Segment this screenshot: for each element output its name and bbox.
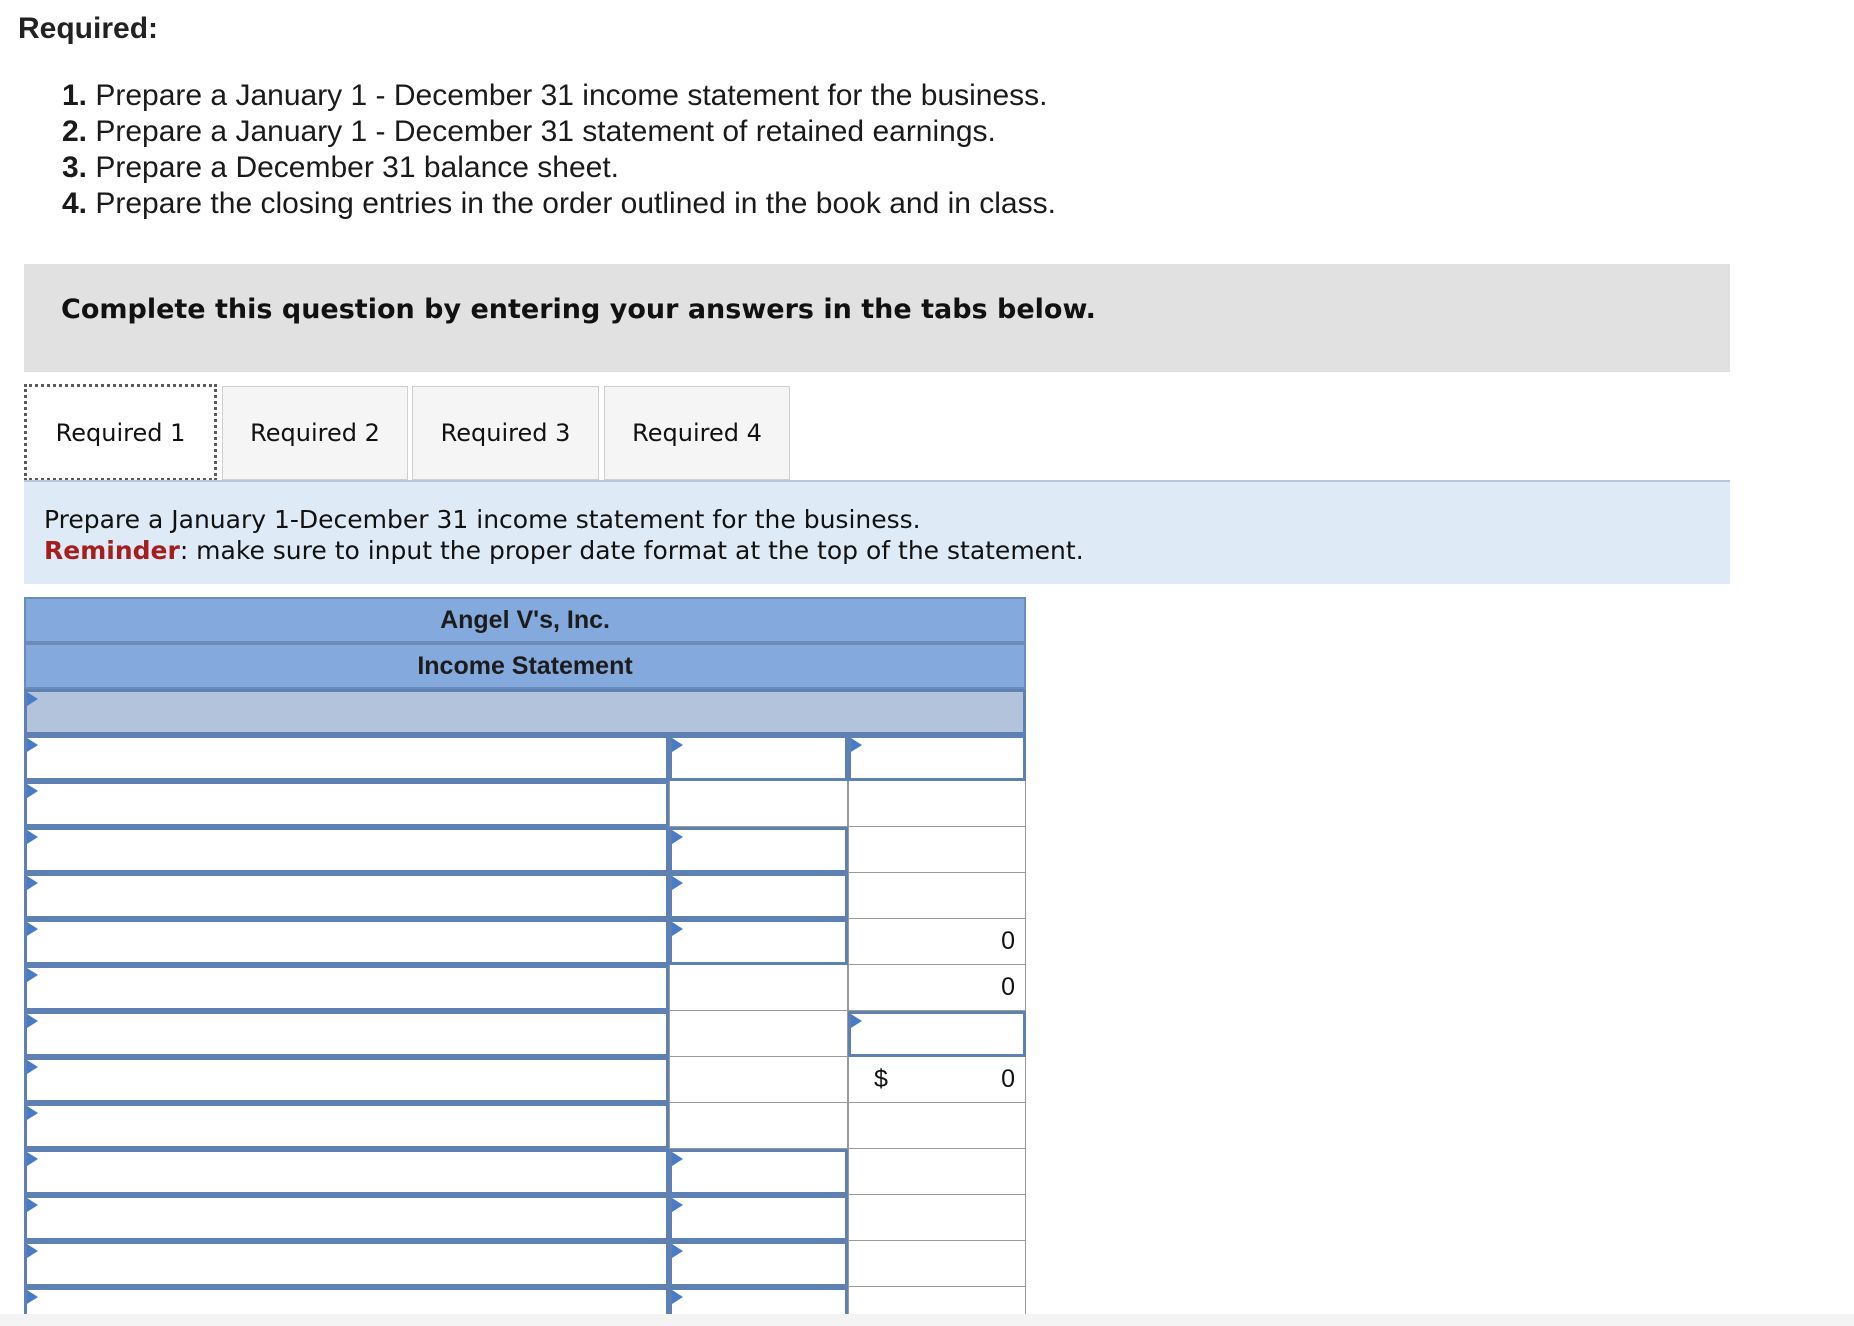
account-name-input[interactable] [24,735,669,781]
amount-cell [848,1287,1026,1314]
account-name-input[interactable] [24,1195,669,1241]
input-arrow-icon [27,922,38,936]
input-arrow-icon [27,1290,38,1304]
total-input[interactable] [848,1011,1026,1057]
input-arrow-icon [672,1290,683,1304]
total-value: 0 [1001,1065,1015,1093]
input-arrow-icon [851,1014,862,1028]
tab-required-3[interactable]: Required 3 [412,386,599,480]
amount-input[interactable] [669,1287,848,1314]
requirement-item: 1. Prepare a January 1 - December 31 income statement for the business. [62,79,1048,112]
amount-cell [669,1011,848,1057]
total-value: 0 [1001,927,1015,955]
input-arrow-icon [27,1198,38,1212]
instructions-panel [24,482,1730,584]
tab-required-4[interactable]: Required 4 [604,386,790,480]
account-name-input[interactable] [24,1011,669,1057]
input-arrow-icon [27,784,38,798]
panel-instruction: Prepare a January 1-December 31 income statement for the business. [44,505,921,534]
account-name-input[interactable] [24,1057,669,1103]
requirement-item: 3. Prepare a December 31 balance sheet. [62,151,620,184]
instruction-text: Complete this question by entering your answers in the tabs below. [61,294,1096,325]
date-input-row[interactable] [24,689,1026,735]
amount-cell [848,873,1026,919]
input-arrow-icon [27,1106,38,1120]
input-arrow-icon [27,1014,38,1028]
account-name-input[interactable] [24,873,669,919]
input-arrow-icon [672,876,683,890]
requirement-item: 4. Prepare the closing entries in the order outlined in the book and in class. [62,187,1056,220]
input-arrow-icon [27,876,38,890]
amount-input[interactable] [669,735,848,781]
amount-cell [848,1241,1026,1287]
amount-input[interactable] [669,919,848,965]
account-name-input[interactable] [24,827,669,873]
total-value: 0 [1001,973,1015,1001]
amount-cell [669,965,848,1011]
amount-cell [669,1057,848,1103]
input-arrow-icon [672,1152,683,1166]
statement-title: Income Statement [24,643,1026,689]
account-name-input[interactable] [24,1241,669,1287]
amount-cell [669,781,848,827]
input-arrow-icon [672,738,683,752]
amount-input[interactable] [669,827,848,873]
amount-cell [848,965,1026,1011]
amount-cell [848,1103,1026,1149]
income-statement-worksheet [24,597,1026,1314]
amount-input[interactable] [669,873,848,919]
account-name-input[interactable] [24,1103,669,1149]
total-input[interactable] [848,735,1026,781]
input-arrow-icon [27,968,38,982]
company-name: Angel V's, Inc. [24,597,1026,643]
requirement-item: 2. Prepare a January 1 - December 31 statement of retained earnings. [62,115,996,148]
tab-required-2[interactable]: Required 2 [222,386,408,480]
reminder-label: Reminder [44,536,180,565]
input-arrow-icon [27,1152,38,1166]
bottom-strip [0,1314,1854,1326]
amount-cell [848,781,1026,827]
amount-cell [669,1103,848,1149]
input-arrow-icon [27,1244,38,1258]
account-name-input[interactable] [24,919,669,965]
input-arrow-icon [672,1198,683,1212]
amount-cell [848,827,1026,873]
tab-required-1[interactable]: Required 1 [24,384,217,481]
input-arrow-icon [672,830,683,844]
input-arrow-icon [851,738,862,752]
input-arrow-icon [27,1060,38,1074]
requirements-list [62,78,1056,222]
input-arrow-icon [27,692,38,706]
input-arrow-icon [27,738,38,752]
account-name-input[interactable] [24,781,669,827]
account-name-input[interactable] [24,1149,669,1195]
amount-input[interactable] [669,1241,848,1287]
currency-symbol: $ [874,1065,888,1093]
amount-input[interactable] [669,1195,848,1241]
input-arrow-icon [27,830,38,844]
required-heading: Required: [18,12,159,45]
account-name-input[interactable] [24,1287,669,1314]
amount-cell [848,1149,1026,1195]
amount-cell [848,1057,1026,1103]
reminder-text: : make sure to input the proper date format at the top of the statement. [179,536,1084,565]
panel-reminder [44,535,1084,566]
input-arrow-icon [672,1244,683,1258]
amount-input[interactable] [669,1149,848,1195]
account-name-input[interactable] [24,965,669,1011]
instruction-box [24,264,1730,372]
amount-cell [848,919,1026,965]
input-arrow-icon [672,922,683,936]
amount-cell [848,1195,1026,1241]
